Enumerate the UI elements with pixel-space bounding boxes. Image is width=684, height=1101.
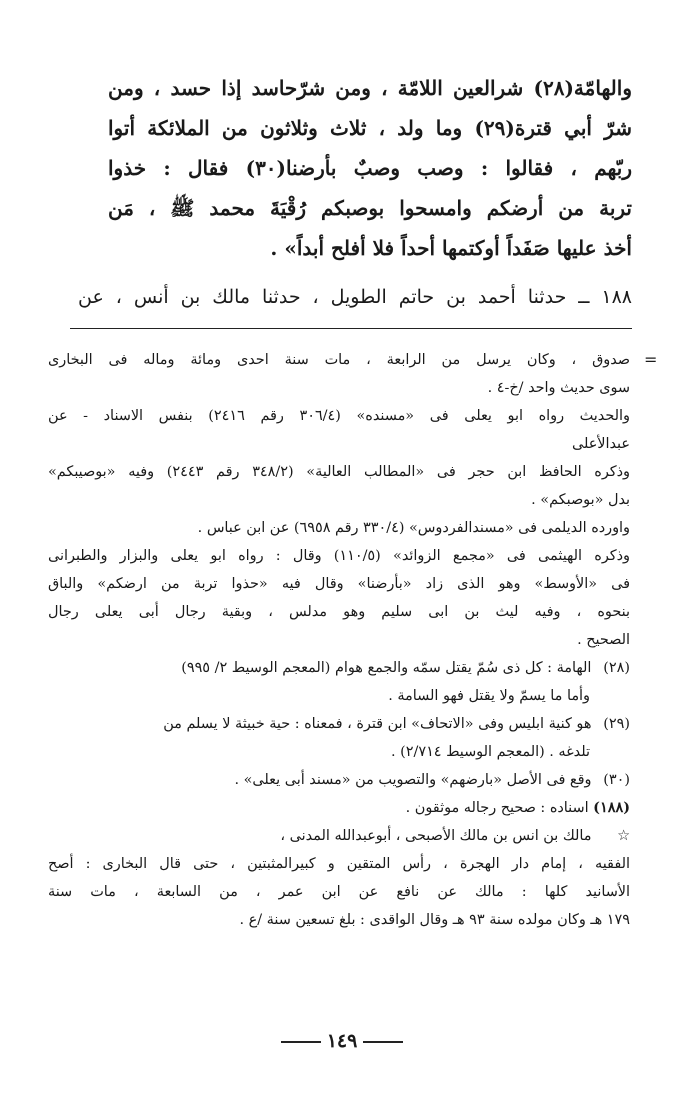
footnote-line: بنحوه ، وفيه ليث بن ابى سليم وهو مدلس ، وبقية رجال أبى يعلى رجال — [48, 604, 630, 620]
main-text-line: ربّهم ، فقالوا : وصب وصبٌ بأرضنا(٣٠) فقال : خذوا — [108, 156, 632, 180]
footnote-line: وذكره الهيثمى فى «مجمع الزوائد» (١١٠/٥) وقال : رواه ابو يعلى والبزار والطبرانى — [48, 548, 630, 564]
footnote-line: صدوق ، وكان يرسل من الرابعة ، مات سنة احدى ومائة وماله فى البخارى — [48, 352, 630, 368]
main-text-line: تربة من أرضكم وامسحوا بوصبكم رُقْيَةَ محمد ﷺ ، مَن — [108, 196, 632, 220]
footnote-marker: (١٨٨) — [593, 799, 630, 816]
footnotes — [48, 346, 630, 934]
main-text-line: أخذ عليها صَفَداً أوكتمها أحداً فلا أفلح أبداً» . — [270, 236, 632, 260]
page-number-text: ١٤٩ — [326, 1030, 358, 1052]
footnote-188 — [48, 794, 630, 822]
footnote-line: سوى حديث واحد /خ-٤ . — [487, 380, 630, 396]
footnote-narrator — [48, 822, 630, 850]
footnote-line: بدل «بوصبكم» . — [531, 492, 630, 508]
page-number-dash — [363, 1041, 403, 1043]
footnote-text: هو كنية ابليس وفى «الاتحاف» ابن قترة ، فمعناه : حية خبيثة لا يسلم من — [163, 716, 592, 732]
footnote-line: والحديث رواه ابو يعلى فى «مسنده» (٣٠٦/٤ رقم ٢٤١٦) بنفس الاسناد - عن — [48, 408, 630, 424]
footnote-text: الهامة : كل ذى سُمّ يقتل سمّه والجمع هوام (المعجم الوسيط ٢/ ٩٩٥) — [181, 660, 592, 676]
footnote-line: وذكره الحافظ ابن حجر فى «المطالب العالية» (٣٤٨/٢ رقم ٢٤٤٣) وفيه «بوصيبكم» — [48, 464, 630, 480]
page-number — [0, 1030, 684, 1052]
footnote-text: وقع فى الأصل «بارضهم» والتصويب من «مسند أبى يعلى» . — [234, 772, 592, 788]
footnote-marker: (٢٩) — [603, 716, 630, 732]
footnote-29 — [48, 710, 630, 738]
footnote-line: وأما ما يسمّ ولا يقتل فهو السامة . — [388, 688, 590, 704]
star-icon: ☆ — [617, 828, 630, 844]
footnote-text: مالك بن انس بن مالك الأصبحى ، أبوعبدالله المدنى ، — [280, 828, 592, 844]
footnote-line: تلدغه . (المعجم الوسيط ٢/٧١٤) . — [391, 744, 590, 760]
footnote-text: اسناده : صحيح رجاله موثقون . — [405, 800, 589, 816]
footnote-separator — [70, 328, 632, 329]
continuation-marker: = — [644, 350, 658, 369]
footnote-line: عبدالأعلى — [571, 436, 630, 452]
main-text-line: شرّ أبي قترة(٢٩) وما ولد ، ثلاث وثلاثون من الملائكة أتوا — [108, 116, 632, 140]
footnote-marker: (٣٠) — [603, 772, 630, 788]
footnote-28 — [48, 654, 630, 682]
footnote-line: الصحيح . — [577, 632, 630, 648]
main-text-line: والهامّة(٢٨) شرالعين اللامّة ، ومن شرّحاسد إذا حسد ، ومن — [108, 76, 632, 100]
hadith-188-opening: ١٨٨ ــ حدثنا أحمد بن حاتم الطويل ، حدثنا مالك بن أنس ، عن — [78, 286, 632, 308]
footnote-line: الأسانيد كلها : مالك عن نافع عن ابن عمر ، من السابعة ، مات سنة — [48, 884, 630, 900]
footnote-line: فى «الأوسط» وهو الذى زاد «بأرضنا» وقال فيه «حذوا تربة من ارضكم» والباق — [48, 576, 630, 592]
footnote-marker: (٢٨) — [603, 660, 630, 676]
footnote-line: ١٧٩ هـ وكان مولده سنة ٩٣ هـ وقال الواقدى : بلغ تسعين سنة /ع . — [239, 912, 630, 928]
page-number-dash — [281, 1041, 321, 1043]
footnote-line: واورده الديلمى فى «مسندالفردوس» (٣٣٠/٤ رقم ٦٩٥٨) عن ابن عباس . — [197, 520, 630, 536]
footnote-line: الفقيه ، إمام دار الهجرة ، رأس المتقين و كبيرالمثبتين ، حتى قال البخارى : أصح — [48, 856, 630, 872]
main-text — [108, 68, 632, 268]
footnote-30 — [48, 766, 630, 794]
